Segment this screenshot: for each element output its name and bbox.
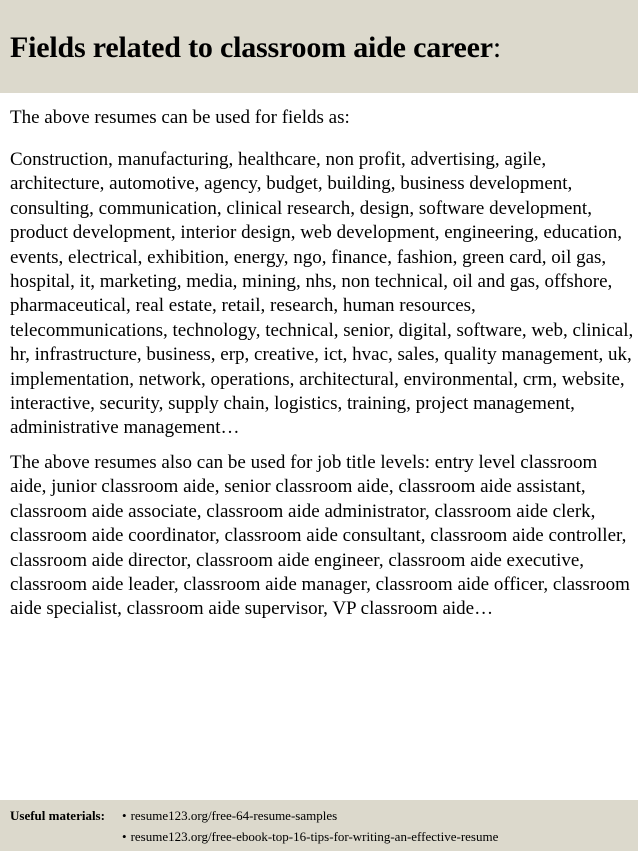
bullet-icon: • <box>122 829 127 844</box>
useful-materials-label-colon: : <box>100 808 105 823</box>
fields-paragraph: Construction, manufacturing, healthcare, non profit, advertising, agile, architecture, automotive, agency, budget, building, business development, consulting, communication, clinical research, design, software development, product development, interior design, web development, engineering, education, events, electrical, exhibition, energy, ngo, finance, fashion, green card, oil gas, hospital, it, marketing, media, mining, nhs, non technical, oil and gas, offshore, pharmaceutical, real estate, retail, research, human resources, telecommunications, technology, technical, senior, digital, software, web, clinical, hr, infrastructure, business, erp, creative, ict, hvac, sales, quality management, uk, implementation, network, operations, architectural, environmental, crm, website, interactive, security, supply chain, logistics, training, project management, administrative management… <box>10 149 634 439</box>
job-titles-paragraph: The above resumes also can be used for job title levels: entry level classroom aide, junior classroom aide, senior classroom aide, classroom aide assistant, classroom aide associate, classroom aide administrator, classroom aide clerk, classroom aide coordinator, classroom aide consultant, classroom aide controller, classroom aide director, classroom aide engineer, classroom aide executive, classroom aide leader, classroom aide manager, classroom aide officer, classroom aide specialist, classroom aide supervisor, VP classroom aide… <box>10 451 630 620</box>
intro-text: The above resumes can be used for fields as: <box>10 107 350 128</box>
footer-link-text: resume123.org/free-ebook-top-16-tips-for-writing-an-effective-resume <box>130 829 499 844</box>
header-band <box>0 0 638 93</box>
footer-link-resume-samples[interactable] <box>122 808 337 824</box>
useful-materials-label-text: Useful materials <box>10 808 101 823</box>
useful-materials-label <box>10 808 105 824</box>
footer-link-ebook-tips[interactable] <box>122 829 498 845</box>
footer-band <box>0 800 638 851</box>
main-content <box>10 106 634 622</box>
page-title <box>10 30 501 66</box>
page-title-text: Fields related to classroom aide career <box>10 31 493 64</box>
footer-link-text: resume123.org/free-64-resume-samples <box>130 808 338 823</box>
page-title-colon: : <box>492 31 502 64</box>
bullet-icon: • <box>122 808 127 823</box>
